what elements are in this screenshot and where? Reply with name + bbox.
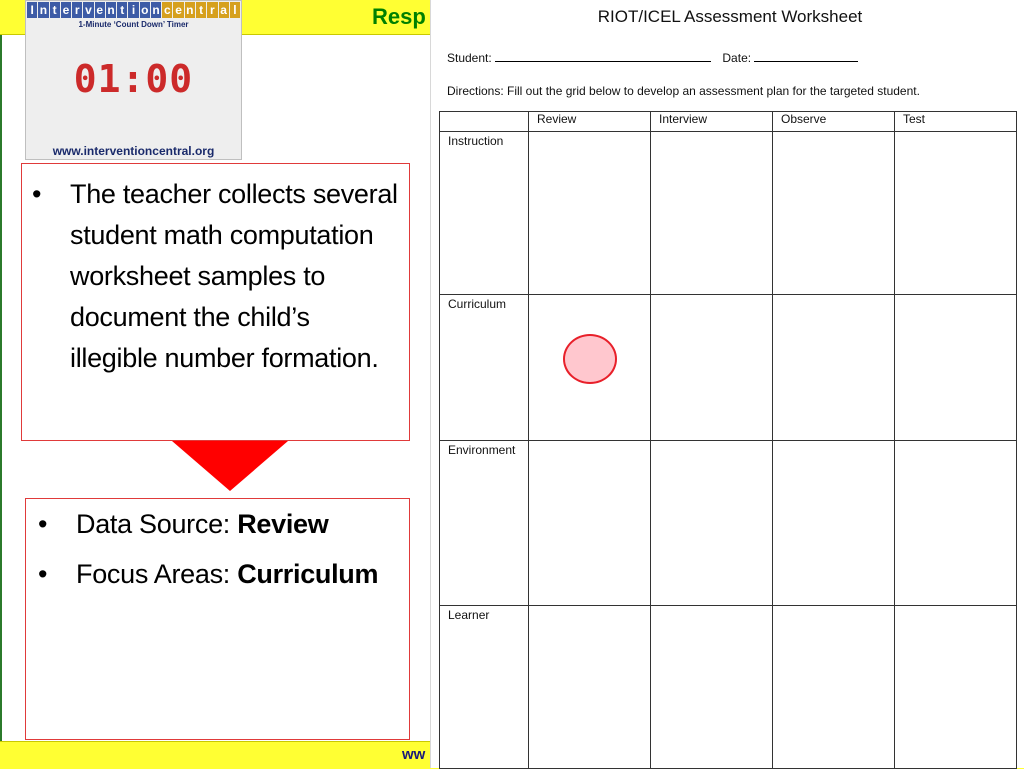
- logo-letter: a: [220, 3, 227, 17]
- grid-cell: [651, 295, 773, 441]
- grid-cell: [529, 606, 651, 769]
- timer-subtitle: 1-Minute ‘Count Down’ Timer: [78, 20, 189, 29]
- row-header-learner: Learner: [440, 606, 529, 769]
- slide-title: Resp: [372, 4, 426, 29]
- focus-areas-value: Curriculum: [237, 559, 379, 589]
- column-header-observe: Observe: [773, 112, 895, 132]
- data-source-line: [76, 509, 328, 540]
- column-header-review: Review: [529, 112, 651, 132]
- timer-count: 01:00: [73, 57, 194, 101]
- logo-letter: t: [50, 2, 60, 18]
- grid-cell: [651, 132, 773, 295]
- logo-letter: n: [152, 3, 160, 17]
- grid-cell: [529, 132, 651, 295]
- grid-cell: [773, 441, 895, 606]
- scenario-text: • The teacher collects several student math computation worksheet samples to document the child’s illegible number formation.: [70, 174, 400, 379]
- logo-letter: r: [72, 2, 82, 18]
- column-header-test: Test: [895, 112, 1017, 132]
- logo-letter: v: [85, 3, 92, 17]
- focus-areas-label: Focus Areas:: [76, 559, 238, 589]
- footer-url: ww: [402, 746, 426, 763]
- highlight-circle-marker: [563, 334, 617, 384]
- grid-cell: [895, 295, 1017, 441]
- logo-letter: n: [39, 3, 48, 17]
- worksheet-directions: Directions: Fill out the grid below to develop an assessment plan for the targeted student.: [447, 84, 920, 98]
- grid-cell: [773, 295, 895, 441]
- logo-letter: t: [196, 2, 206, 18]
- assessment-worksheet: [430, 0, 1024, 768]
- grid-cell: [651, 606, 773, 769]
- logo-letter: n: [186, 3, 194, 17]
- logo-letter: r: [207, 2, 217, 18]
- logo-letter: I: [27, 2, 37, 18]
- grid-cell: [895, 441, 1017, 606]
- riot-icel-grid: [439, 111, 1017, 769]
- date-label: Date:: [722, 51, 752, 65]
- row-header-instruction: Instruction: [440, 132, 529, 295]
- grid-cell: [895, 606, 1017, 769]
- grid-cell: [651, 441, 773, 606]
- logo-letter: l: [230, 2, 240, 18]
- down-arrow: [172, 441, 288, 491]
- data-source-value: Review: [237, 509, 329, 539]
- column-header-interview: Interview: [651, 112, 773, 132]
- focus-areas-line: [76, 559, 378, 590]
- left-edge-stripe: [0, 0, 2, 768]
- row-header-curriculum: Curriculum: [440, 295, 529, 441]
- student-date-line: [447, 49, 858, 65]
- logo-letter: n: [107, 3, 115, 17]
- answer-box: [25, 498, 410, 740]
- logo-letter: t: [117, 2, 127, 18]
- logo-letter: e: [96, 3, 104, 17]
- grid-corner: [440, 112, 529, 132]
- logo-letter: c: [163, 3, 171, 17]
- logo-letter: e: [62, 3, 70, 17]
- scenario-box: [21, 163, 410, 441]
- student-blank: [495, 49, 711, 62]
- grid-cell: [895, 132, 1017, 295]
- row-header-environment: Environment: [440, 441, 529, 606]
- student-label: Student:: [447, 51, 492, 65]
- intervention-central-logo: [27, 2, 240, 18]
- grid-cell: [529, 441, 651, 606]
- worksheet-title: RIOT/ICEL Assessment Worksheet: [597, 7, 863, 26]
- date-blank: [754, 49, 858, 62]
- logo-letter: e: [175, 3, 182, 17]
- timer-url[interactable]: www.interventioncentral.org: [52, 144, 215, 158]
- logo-letter: o: [141, 3, 149, 17]
- logo-letter: i: [128, 2, 138, 18]
- grid-cell: [773, 606, 895, 769]
- grid-cell: [773, 132, 895, 295]
- data-source-label: Data Source:: [76, 509, 238, 539]
- countdown-timer: [25, 0, 242, 160]
